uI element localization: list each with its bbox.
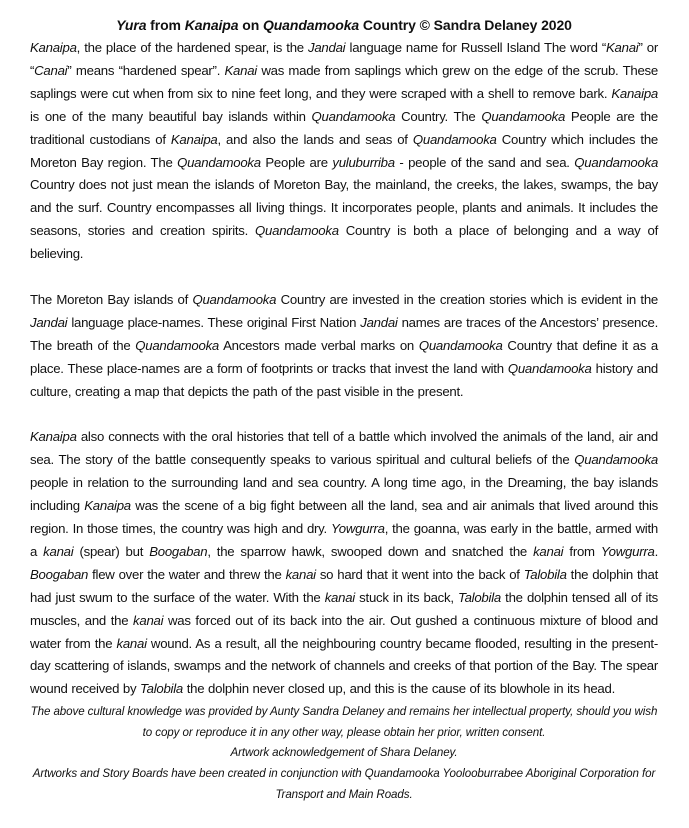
italic-term: Boogaban [30,566,89,582]
text-run: flew over the water and threw the [88,566,286,582]
italic-term: Jandai [308,40,346,55]
text-run: People are [260,154,333,170]
text-run: Country does not just mean the islands of Moreton Bay, the mainland, the creeks, the lakes, swamps, the bay and the surf. Country encompasses all living things. It incorporates people, plants and animals. It includes the seasons, stories and creation spirits. [30,177,658,239]
paragraph-battle-story [30,426,658,701]
italic-term: Kanaipa [30,429,77,445]
text-run: language name for Russell Island The word “ [345,40,606,55]
text-run: so hard that it went into the back of [315,566,524,582]
italic-term: Quandamooka [507,360,592,376]
paragraph-intro [30,37,658,266]
italic-term: Quandamooka [177,154,261,170]
italic-term: Kanaipa [30,40,77,55]
italic-term: Canai [34,62,68,78]
italic-term: kanai [43,543,74,559]
italic-term: kanai [116,635,147,651]
text-run: stuck in its back, [354,589,458,605]
text-run: also connects with the oral histories that tell of a battle which involved the animals of the land, air and sea. The story of the battle consequently speaks to various spiritual and cultural beliefs of the [30,429,658,468]
text-run: Country which includes the Moreton Bay region. The [30,131,658,170]
text-run: from [563,543,601,559]
italic-term: Boogaban [149,543,208,559]
text-run: Country that define it as a place. These place-names are a form of footprints or tracks that invest the land with [30,337,659,376]
credit-story-boards: Artworks and Story Boards have been created in conjunction with Quandamooka Yoolooburrabee Aboriginal Corporation for Transport and Main Roads. [32,767,656,801]
italic-term: Quandamooka [481,108,566,124]
text-run: - people of the sand and sea. [394,154,575,170]
text-run: is one of the many beautiful bay islands within [30,108,312,124]
text-run: history and culture, creating a map that depicts the path of the past visible in the present. [30,360,658,399]
paragraph-place-names [30,289,658,404]
italic-term: yuluburriba [332,154,395,170]
text-run: language place-names. These original First Nation [67,314,361,330]
text-run: . [654,543,658,559]
text-run: on [238,17,263,33]
text-run: People are the traditional custodians of [30,108,658,147]
italic-term: Yowgurra [600,543,655,559]
italic-term: Kanaipa [184,17,239,33]
italic-term: Kanaipa [611,85,658,101]
document-page [30,14,658,805]
italic-term: Quandamooka [262,17,360,33]
document-title [30,14,658,36]
text-run: the dolphin never closed up, and this is the cause of its blowhole in its head. [183,681,616,697]
italic-term: Quandamooka [311,108,396,124]
italic-term: kanai [533,543,564,559]
text-run: , the sparrow hawk, swooped down and snatched the [207,543,534,559]
text-run: names are traces of the Ancestors’ presence. The breath of the [30,314,658,353]
text-run: the dolphin tensed all of its muscles, and the [30,589,658,628]
text-run: was the scene of a big fight between all the land, sea and air animals that lived around this region. In those times, the country was high and dry. [30,498,658,536]
text-run: Country is both a place of belonging and a way of believing. [30,223,658,262]
italic-term: Yura [116,17,147,33]
text-run: was made from saplings which grew on the edge of the scrub. These saplings were cut when from six to nine feet long, and they were scraped with a shell to remove bark. [30,62,658,101]
italic-term: Quandamooka [418,337,503,353]
italic-term: Quandamooka [574,452,658,468]
italic-term: Kanaipa [84,498,131,514]
credit-artwork: Artwork acknowledgement of Shara Delaney. [230,746,458,760]
italic-term: Quandamooka [255,223,339,239]
italic-term: kanai [285,566,316,582]
italic-term: Kanai [606,40,639,55]
italic-term: Jandai [30,314,68,330]
italic-term: Talobila [140,681,184,697]
credit-cultural-knowledge: The above cultural knowledge was provided by Aunty Sandra Delaney and remains her intellectual property, should you wish to copy or reproduce it in any other way, please obtain her prior, written consent. [30,705,658,739]
italic-term: Jandai [360,314,398,330]
text-run: was forced out of its back into the air. Out gushed a continuous mixture of blood and water from the [30,612,658,651]
credits-block [30,702,658,805]
italic-term: Kanaipa [170,131,218,147]
italic-term: kanai [133,612,164,628]
italic-term: Talobila [523,566,567,582]
italic-term: Quandamooka [192,291,277,307]
italic-term: Talobila [457,589,501,605]
text-run: wound. As a result, all the neighbouring country became flooded, resulting in the present-day scattering of islands, swamps and the network of channels and creeks of that portion of the Bay. The spear wound received by [30,635,658,697]
text-run: Ancestors made verbal marks on [219,337,419,353]
text-run: , and also the lands and seas of [217,131,413,147]
text-run: from [146,17,185,33]
italic-term: Yowgurra [330,521,385,536]
text-run: , the place of the hardened spear, is the [76,40,308,55]
text-run: ” means “hardened spear”. [67,62,225,78]
text-run: people in relation to the surrounding land and sea country. A long time ago, in the Dreaming, the bay islands including [30,475,658,514]
text-run: The Moreton Bay islands of [30,291,193,307]
italic-term: Quandamooka [574,154,659,170]
text-run: (spear) but [73,543,150,559]
italic-term: Quandamooka [412,131,497,147]
text-run: ” or “ [30,40,658,78]
text-run: Country are invested in the creation stories which is evident in the [276,291,658,307]
text-run: , the goanna, was early in the battle, armed with a [30,521,658,559]
italic-term: Quandamooka [135,337,220,353]
text-run: the dolphin that had just swum to the surface of the water. With the [30,566,658,605]
text-run: Country. The [395,108,482,124]
text-run: Country © Sandra Delaney 2020 [359,17,572,33]
italic-term: kanai [324,589,355,605]
italic-term: Kanai [224,62,257,78]
